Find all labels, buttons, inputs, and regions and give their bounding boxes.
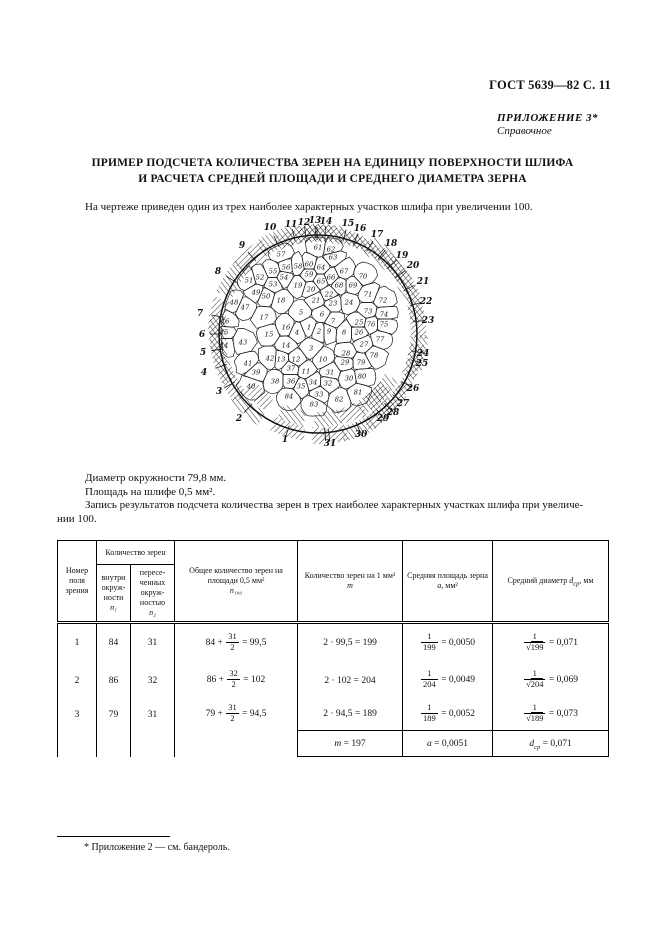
boundary-grain-label: 31 [323, 439, 337, 449]
grain-diagram [166, 212, 470, 462]
cell-number: 58 [293, 262, 303, 271]
cell-number: 10 [318, 355, 328, 364]
symbol-a: a [437, 581, 442, 590]
fraction: $\frac{31}{2}$ [228, 631, 237, 652]
cell-number: 33 [314, 390, 324, 399]
symbol-m: m [347, 581, 353, 590]
cell-number: 50 [261, 292, 271, 301]
boundary-grain-label: 20 [406, 261, 420, 271]
cell-number: 72 [378, 296, 388, 305]
boundary-grain-label: 24 [416, 349, 430, 359]
boundary-grain-label: 11 [284, 220, 298, 230]
cell-number: 47 [240, 303, 250, 312]
n2-value-cell: 31 [131, 699, 175, 731]
radical-icon: √ [526, 641, 531, 652]
cell-number: 21 [311, 296, 321, 305]
n2-value-cell: 31 [131, 623, 175, 663]
cell-number: 55 [268, 267, 278, 276]
cell-number: 54 [279, 273, 289, 282]
summary-a-cell: a = 0,0051 [403, 731, 493, 757]
boundary-grain-label: 3 [215, 387, 223, 397]
cell-number: 34 [308, 378, 318, 387]
page-header: ГОСТ 5639—82 С. 11 [489, 78, 611, 92]
avg-diam-formula-cell: $\frac{1}{√199}$ = 0,071 [493, 623, 609, 663]
cell-number: 18 [276, 296, 286, 305]
cell-number: 3 [308, 344, 314, 353]
fraction: $\frac{1}{√189}$ [526, 702, 544, 723]
cell-number: 14 [281, 341, 291, 350]
cell-number: 59 [304, 270, 314, 279]
results-table [57, 540, 609, 757]
summary-empty-cell [175, 731, 298, 757]
cell-number: 65 [316, 277, 326, 286]
cell-number: 61 [313, 243, 323, 252]
footnote-text: * Приложение 2 — см. бандероль. [84, 842, 230, 853]
cell-number: 53 [268, 280, 278, 289]
cell-number: 64 [316, 263, 326, 272]
summary-empty-cell [58, 731, 97, 757]
cell-number: 29 [340, 358, 350, 367]
col-header-field: Номер поля зрения [58, 541, 97, 623]
grain-diagram-figure [166, 212, 470, 462]
cell-number: 11 [301, 367, 311, 376]
boundary-grain-label: 14 [319, 217, 333, 227]
symbol-n100: n₁₀₀ [229, 586, 243, 595]
cell-number: 80 [357, 372, 367, 381]
cell-number: 41 [243, 359, 253, 368]
boundary-grain-label: 23 [421, 316, 435, 326]
cell-number: 20 [306, 285, 316, 294]
radical-icon: √ [526, 712, 531, 723]
total-formula-cell: 86 + $\frac{32}{2}$ = 102 [175, 663, 298, 699]
total-formula-cell: 84 + $\frac{31}{2}$ = 99,5 [175, 623, 298, 663]
note-area: Площадь на шлифе 0,5 мм². [85, 485, 216, 498]
cell-number: 75 [379, 320, 389, 329]
boundary-grain-label: 21 [416, 277, 430, 287]
cell-number: 51 [244, 276, 254, 285]
cell-number: 84 [284, 392, 294, 401]
appendix-block [497, 112, 598, 137]
fraction: $\frac{1}{189}$ [423, 702, 436, 723]
symbol-n1: n₁ [110, 603, 117, 612]
cell-number: 31 [325, 368, 335, 377]
fraction: $\frac{31}{2}$ [228, 702, 237, 723]
boundary-grain-label: 25 [415, 359, 429, 369]
cell-number: 68 [334, 281, 344, 290]
boundary-grain-label: 10 [263, 223, 277, 233]
note-record-line2: нии 100. [57, 512, 97, 525]
cell-number: 74 [379, 310, 389, 319]
summary-empty-cell [97, 731, 131, 757]
col-header-inside: внутри окруж-ности n₁ [97, 565, 131, 623]
field-number-cell: 1 [58, 623, 97, 663]
footnote-rule [57, 836, 170, 837]
cell-number: 13 [276, 355, 286, 364]
cell-number: 9 [326, 327, 332, 336]
cell-number: 67 [339, 267, 349, 276]
field-number-cell: 2 [58, 663, 97, 699]
appendix-note: Справочное [497, 125, 552, 137]
summary-empty-cell [131, 731, 175, 757]
cell-number: 71 [363, 290, 373, 299]
cell-number: 46 [220, 317, 230, 326]
boundary-grain-label: 18 [384, 239, 398, 249]
cell-number: 16 [281, 323, 291, 332]
col-header-avg-area: Средняя площадь зерна a, мм² [403, 541, 493, 623]
cell-number: 26 [354, 328, 364, 337]
cell-number: 52 [255, 273, 265, 282]
cell-number: 76 [366, 320, 376, 329]
cell-number: 23 [328, 299, 338, 308]
cell-number: 19 [293, 281, 303, 290]
per-mm2-formula-cell: 2 · 102 = 204 [298, 663, 403, 699]
cell-number: 44 [219, 341, 229, 350]
boundary-grain-label: 27 [396, 399, 410, 409]
total-formula-cell: 79 + $\frac{31}{2}$ = 94,5 [175, 699, 298, 731]
n1-value-cell: 86 [97, 663, 131, 699]
cell-number: 12 [291, 355, 301, 364]
cell-number: 69 [348, 281, 358, 290]
col-header-total: Общее количество зерен на площади 0,5 мм² n₁₀₀ [175, 541, 298, 623]
cell-number: 49 [251, 288, 261, 297]
n1-value-cell: 79 [97, 699, 131, 731]
cell-number: 42 [265, 354, 275, 363]
cell-number: 63 [328, 253, 338, 262]
cell-number: 5 [298, 308, 304, 317]
boundary-grain-label: 5 [199, 348, 207, 358]
avg-area-formula-cell: $\frac{1}{199}$ = 0,0050 [403, 623, 493, 663]
boundary-grain-label: 1 [281, 435, 289, 445]
avg-diam-formula-cell: $\frac{1}{√189}$ = 0,073 [493, 699, 609, 731]
table-row [58, 663, 609, 699]
cell-number: 28 [341, 349, 351, 358]
boundary-grain-label: 2 [235, 414, 243, 424]
appendix-label: ПРИЛОЖЕНИЕ 3* [497, 112, 599, 124]
cell-number: 1 [306, 323, 312, 332]
cell-number: 15 [264, 330, 274, 339]
boundary-grain-label: 29 [376, 414, 390, 424]
cell-number: 73 [363, 307, 373, 316]
summary-d-cell: $d_{ср} = 0,071$ [493, 731, 609, 757]
avg-area-formula-cell: $\frac{1}{204}$ = 0,0049 [403, 663, 493, 699]
boundary-grain-label: 30 [354, 430, 368, 440]
table-row [58, 699, 609, 731]
n2-value-cell: 32 [131, 663, 175, 699]
document-title [57, 155, 608, 187]
note-record-line1: Запись результатов подсчета количества зерен в трех наиболее характерных участках шлифа при увеличе- [85, 499, 584, 511]
cell-number: 81 [353, 388, 363, 397]
cell-number: 6 [319, 310, 325, 319]
fraction: $\frac{1}{√204}$ [526, 668, 544, 689]
cell-number: 2 [316, 327, 322, 336]
cell-number: 48 [229, 298, 239, 307]
boundary-grain-label: 16 [353, 224, 367, 234]
per-mm2-formula-cell: 2 · 94,5 = 189 [298, 699, 403, 731]
cell-number: 70 [358, 272, 368, 281]
cell-number: 40 [246, 382, 256, 391]
cell-number: 17 [259, 313, 269, 322]
note-diameter: Диаметр окружности 79,8 мм. [85, 472, 227, 484]
boundary-grain-label: 28 [386, 408, 400, 418]
col-header-per-mm2: Количество зерен на 1 мм² m [298, 541, 403, 623]
boundary-grain-label: 9 [238, 241, 246, 251]
cell-number: 83 [309, 400, 319, 409]
cell-number: 35 [296, 382, 306, 391]
intro-paragraph: На чертеже приведен один из трех наиболее характерных участков шлифа при увеличении 100. [85, 201, 533, 213]
cell-number: 25 [354, 318, 364, 327]
symbol-d: d [569, 576, 574, 585]
cell-number: 7 [330, 317, 336, 326]
cell-number: 36 [286, 377, 296, 386]
summary-row [58, 731, 609, 757]
fraction: $\frac{32}{2}$ [229, 668, 238, 689]
col-header-count-group: Количество зерен [97, 541, 175, 565]
cell-number: 43 [238, 338, 248, 347]
avg-diam-formula-cell: $\frac{1}{√204}$ = 0,069 [493, 663, 609, 699]
cell-number: 24 [344, 298, 354, 307]
col-header-avg-diam: Средний диаметр $d_{ср}$, мм [493, 541, 609, 623]
field-number-cell: 3 [58, 699, 97, 731]
boundary-grain-label: 13 [308, 216, 322, 226]
cell-number: 30 [344, 374, 354, 383]
boundary-grain-label: 7 [196, 309, 204, 319]
boundary-grain-label: 6 [198, 330, 206, 340]
fraction: $\frac{1}{204}$ [423, 668, 436, 689]
cell-number: 45 [219, 328, 229, 337]
n1-value-cell: 84 [97, 623, 131, 663]
fraction: $\frac{1}{√199}$ [526, 631, 544, 652]
cell-number: 82 [334, 395, 344, 404]
per-mm2-formula-cell: 2 · 99,5 = 199 [298, 623, 403, 663]
avg-area-formula-cell: $\frac{1}{189}$ = 0,0052 [403, 699, 493, 731]
cell-number: 77 [375, 335, 385, 344]
col-header-crossed: пересе-ченных окруж-ностью n₂ [131, 565, 175, 623]
boundary-grain-label: 26 [406, 384, 420, 394]
cell-number: 39 [251, 368, 261, 377]
boundary-grain-label: 17 [370, 230, 384, 240]
cell-number: 78 [369, 351, 379, 360]
cell-number: 56 [281, 263, 291, 272]
boundary-grain-label: 15 [341, 219, 355, 229]
boundary-grain-label: 12 [297, 218, 311, 228]
title-line-1: ПРИМЕР ПОДСЧЕТА КОЛИЧЕСТВА ЗЕРЕН НА ЕДИНИЦУ ПОВЕРХНОСТИ ШЛИФА [91, 157, 574, 169]
cell-number: 27 [359, 340, 369, 349]
cell-number: 37 [286, 364, 296, 373]
results-table-wrap [57, 540, 609, 757]
cell-number: 57 [276, 250, 286, 259]
boundary-grain-label: 19 [395, 251, 409, 261]
cell-number: 79 [356, 358, 366, 367]
boundary-grain-label: 8 [214, 267, 222, 277]
boundary-grain-label: 4 [200, 368, 208, 378]
notes-block [57, 472, 613, 526]
cell-number: 38 [270, 377, 280, 386]
cell-number: 60 [304, 260, 314, 269]
cell-number: 8 [341, 328, 347, 337]
cell-number: 32 [323, 379, 333, 388]
cell-number: 62 [326, 245, 336, 254]
boundary-grain-label: 22 [419, 297, 433, 307]
cell-number: 66 [326, 273, 336, 282]
cell-number: 4 [294, 328, 300, 337]
title-line-2: И РАСЧЕТА СРЕДНЕЙ ПЛОЩАДИ И СРЕДНЕГО ДИАМЕТРА ЗЕРНА [138, 173, 527, 185]
radical-icon: √ [526, 679, 531, 689]
table-row [58, 623, 609, 663]
cell-number: 22 [324, 290, 334, 299]
summary-m-cell: m = 197 [298, 731, 403, 757]
fraction: $\frac{1}{199}$ [423, 631, 436, 652]
symbol-n2: n₂ [149, 608, 156, 617]
